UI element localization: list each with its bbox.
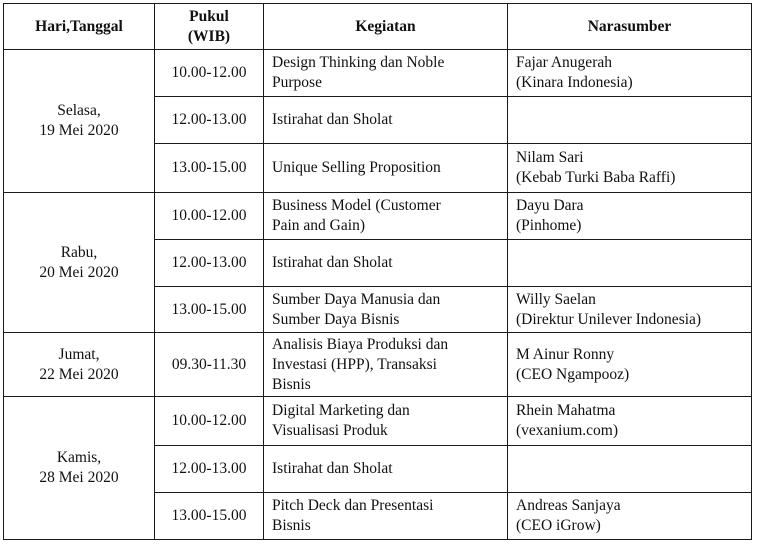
header-row [4, 4, 752, 50]
activity-line: Design Thinking dan Noble [272, 54, 445, 71]
speaker-line: Fajar Anugerah [516, 54, 612, 71]
activity-line: Bisnis [272, 375, 311, 393]
speaker-line: (CEO iGrow) [516, 517, 601, 534]
table-row [4, 333, 752, 397]
time-cell: 10.00-12.00 [155, 50, 264, 97]
activity-line: Istirahat dan Sholat [272, 254, 393, 271]
activity-line: Analisis Biaya Produksi dan [272, 335, 449, 353]
time-cell: 10.00-12.00 [155, 397, 264, 446]
activity-line: Pain and Gain) [272, 217, 365, 234]
speaker-line: Rhein Mahatma [516, 402, 616, 419]
activity-line: Sumber Daya Manusia dan [272, 290, 441, 308]
activity-line: Digital Marketing dan [272, 402, 410, 419]
header-speaker: Narasumber [508, 4, 752, 50]
day-label: Kamis, [56, 449, 102, 466]
activity-cell [264, 193, 508, 240]
day-cell [4, 50, 155, 193]
header-time-line1: Pukul [189, 7, 229, 25]
speaker-line: (Kebab Turki Baba Raffi) [516, 169, 676, 186]
speaker-cell [508, 397, 752, 446]
activity-cell [264, 493, 508, 540]
day-label: Selasa, [57, 102, 101, 119]
day-label: 22 Mei 2020 [39, 365, 119, 383]
speaker-cell [508, 333, 752, 397]
time-cell: 12.00-13.00 [155, 97, 264, 144]
table-row [4, 50, 752, 97]
speaker-cell [508, 287, 752, 333]
speaker-cell [508, 240, 752, 287]
day-cell [4, 333, 155, 397]
time-cell: 09.30-11.30 [155, 333, 264, 397]
speaker-cell [508, 50, 752, 97]
speaker-cell [508, 493, 752, 540]
speaker-cell [508, 193, 752, 240]
header-day: Hari,Tanggal [4, 4, 155, 50]
header-time [155, 4, 264, 50]
activity-line: Visualisasi Produk [272, 422, 388, 439]
day-label: 19 Mei 2020 [39, 122, 119, 139]
day-cell [4, 397, 155, 540]
activity-cell [264, 97, 508, 144]
activity-cell [264, 50, 508, 97]
activity-cell [264, 446, 508, 493]
speaker-line: Willy Saelan [516, 290, 596, 308]
speaker-line: (vexanium.com) [516, 422, 619, 439]
activity-cell [264, 144, 508, 193]
activity-line: Pitch Deck dan Presentasi [272, 497, 434, 514]
time-cell: 13.00-15.00 [155, 493, 264, 540]
day-label: 28 Mei 2020 [39, 469, 119, 486]
activity-line: Istirahat dan Sholat [272, 111, 393, 128]
activity-line: Istirahat dan Sholat [272, 460, 393, 477]
day-label: Jumat, [58, 345, 100, 363]
time-cell: 10.00-12.00 [155, 193, 264, 240]
time-cell: 12.00-13.00 [155, 240, 264, 287]
table-row [4, 193, 752, 240]
speaker-line: Dayu Dara [516, 197, 584, 214]
header-time-line2: (WIB) [187, 27, 231, 45]
activity-cell [264, 397, 508, 446]
speaker-line: (Direktur Unilever Indonesia) [516, 310, 702, 328]
activity-cell [264, 240, 508, 287]
speaker-cell [508, 144, 752, 193]
activity-line: Unique Selling Proposition [272, 159, 441, 176]
speaker-cell [508, 446, 752, 493]
activity-line: Sumber Daya Bisnis [272, 310, 400, 328]
speaker-line: (Kinara Indonesia) [516, 74, 633, 91]
schedule-table [3, 3, 752, 540]
speaker-cell [508, 97, 752, 144]
activity-cell [264, 333, 508, 397]
table-row [4, 397, 752, 446]
speaker-line: Nilam Sari [516, 149, 584, 166]
activity-line: Bisnis [272, 517, 311, 534]
activity-cell [264, 287, 508, 333]
speaker-line: Andreas Sanjaya [516, 497, 621, 514]
activity-line: Business Model (Customer [272, 197, 441, 214]
day-cell [4, 193, 155, 333]
schedule-body [4, 50, 752, 540]
speaker-line: M Ainur Ronny [516, 345, 615, 363]
time-cell: 13.00-15.00 [155, 287, 264, 333]
time-cell: 13.00-15.00 [155, 144, 264, 193]
day-label: Rabu, [60, 243, 98, 261]
day-label: 20 Mei 2020 [39, 263, 119, 281]
activity-line: Purpose [272, 74, 322, 91]
time-cell: 12.00-13.00 [155, 446, 264, 493]
speaker-line: (CEO Ngampooz) [516, 365, 630, 383]
speaker-line: (Pinhome) [516, 217, 582, 234]
header-activity: Kegiatan [264, 4, 508, 50]
activity-line: Investasi (HPP), Transaksi [272, 355, 437, 373]
